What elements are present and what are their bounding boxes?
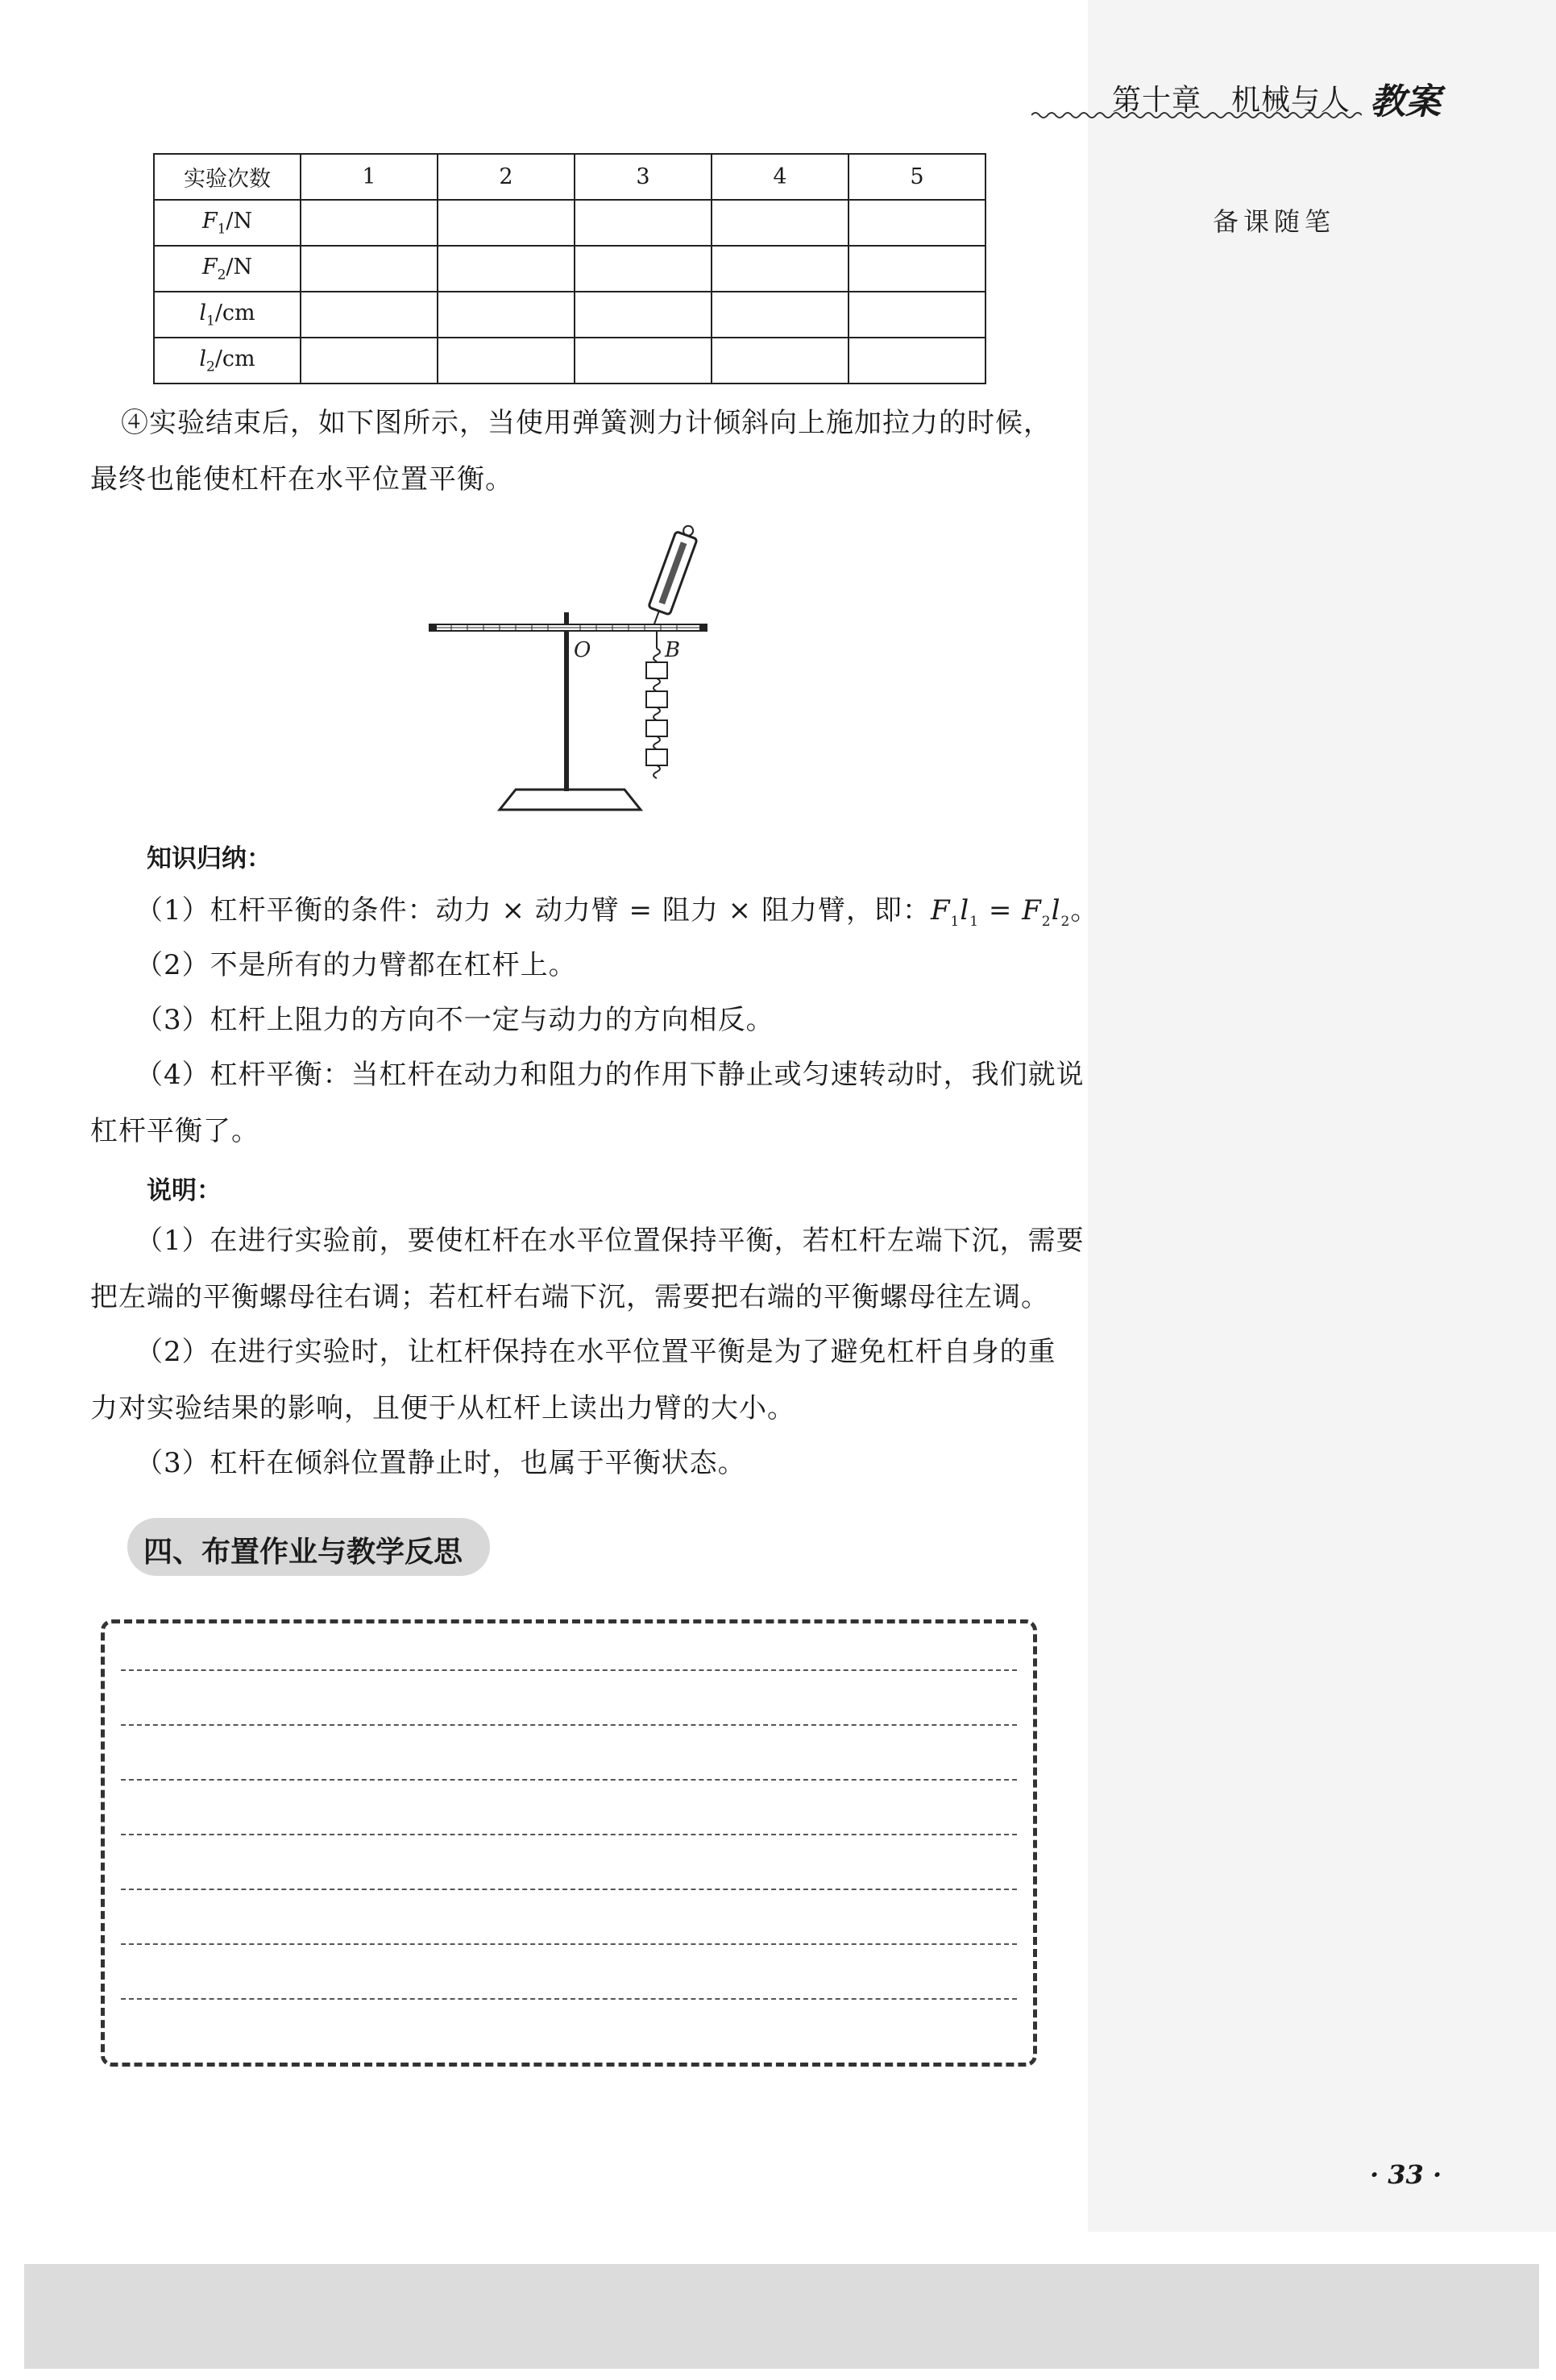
table-cell [438, 200, 575, 246]
notes-item2-line2: 力对实验结果的影响，且便于从杠杆上读出力臂的大小。 [90, 1392, 795, 1424]
writing-line [121, 1779, 1017, 1781]
table-cell [575, 246, 712, 292]
table-cell [438, 338, 575, 384]
stand-pole [564, 612, 569, 791]
notes-title: 说明： [147, 1176, 222, 1205]
section-title: 四、布置作业与教学反思 [143, 1536, 463, 1569]
table-cell [575, 200, 712, 246]
scan-shadow-band [24, 2264, 1539, 2369]
table-cell [438, 246, 575, 292]
row-label: $l_2/cm$ [154, 338, 301, 384]
label-b: B [665, 638, 681, 662]
chapter-title: 第十章 机械与人 [1112, 84, 1351, 117]
table-cell [712, 200, 849, 246]
table-header-cell: 4 [712, 154, 849, 200]
table-cell [712, 246, 849, 292]
table-cell [712, 292, 849, 338]
table-header-cell: 1 [301, 154, 438, 200]
writing-line [121, 1669, 1017, 1671]
experiment-table [153, 153, 986, 384]
table-row [154, 338, 985, 384]
table-cell [849, 246, 985, 292]
page-number: · 33 · [1370, 2159, 1442, 2190]
table-cell [438, 292, 575, 338]
writing-line [121, 1724, 1017, 1726]
knowledge-item4-line2: 杠杆平衡了。 [90, 1115, 259, 1147]
writing-line [121, 1834, 1017, 1835]
table-row [154, 200, 985, 246]
knowledge-item1: （1）杠杆平衡的条件：动力 × 动力臂 = 阻力 × 阻力臂，即：$F_1l_1 = F_2l_2$。 [135, 894, 1099, 930]
stand-base [500, 790, 641, 810]
table-cell [301, 246, 438, 292]
spring-scale [644, 522, 701, 628]
notes-sidebar [1088, 0, 1556, 2232]
notes-item2-line1: （2）在进行实验时，让杠杆保持在水平位置平衡是为了避免杠杆自身的重 [135, 1336, 1056, 1368]
step4-line2: 最终也能使杠杆在水平位置平衡。 [90, 463, 513, 495]
label-o: O [574, 638, 591, 662]
table-header-cell: 5 [849, 154, 985, 200]
table-cell [575, 292, 712, 338]
table-cell [301, 338, 438, 384]
lever-figure [419, 516, 725, 822]
step4-line1: ④实验结束后，如下图所示，当使用弹簧测力计倾斜向上施加拉力的时候， [121, 407, 1052, 439]
table-header-row [154, 154, 985, 200]
knowledge-item3: （3）杠杆上阻力的方向不一定与动力的方向相反。 [135, 1004, 774, 1036]
header-wave-line [1031, 110, 1362, 121]
table-cell [849, 292, 985, 338]
writing-line [121, 1889, 1017, 1890]
table-header-cell: 2 [438, 154, 575, 200]
table-cell [849, 338, 985, 384]
table-cell [712, 338, 849, 384]
table-cell [849, 200, 985, 246]
writing-line [121, 1998, 1017, 2000]
table-cell [301, 292, 438, 338]
writing-line [121, 1943, 1017, 1945]
notes-item3: （3）杠杆在倾斜位置静止时，也属于平衡状态。 [135, 1447, 746, 1479]
table-header-label: 实验次数 [154, 154, 301, 200]
knowledge-title: 知识归纳： [147, 844, 272, 873]
table-cell [301, 200, 438, 246]
notes-item1-line1: （1）在进行实验前，要使杠杆在水平位置保持平衡，若杠杆左端下沉，需要 [135, 1225, 1085, 1257]
brand-title: 教案 [1370, 81, 1441, 122]
table-row [154, 292, 985, 338]
page-header [1031, 74, 1450, 122]
notes-label: 备课随笔 [1213, 206, 1336, 237]
knowledge-item4-line1: （4）杠杆平衡：当杠杆在动力和阻力的作用下静止或匀速转动时，我们就说 [135, 1059, 1085, 1091]
row-label: $F_2/N$ [154, 246, 301, 292]
table-cell [575, 338, 712, 384]
notes-item1-line2: 把左端的平衡螺母往右调；若杠杆右端下沉，需要把右端的平衡螺母往左调。 [90, 1281, 1049, 1313]
knowledge-item2: （2）不是所有的力臂都在杠杆上。 [135, 949, 577, 981]
row-label: $F_1/N$ [154, 200, 301, 246]
row-label: $l_1/cm$ [154, 292, 301, 338]
table-header-cell: 3 [575, 154, 712, 200]
table-row [154, 246, 985, 292]
